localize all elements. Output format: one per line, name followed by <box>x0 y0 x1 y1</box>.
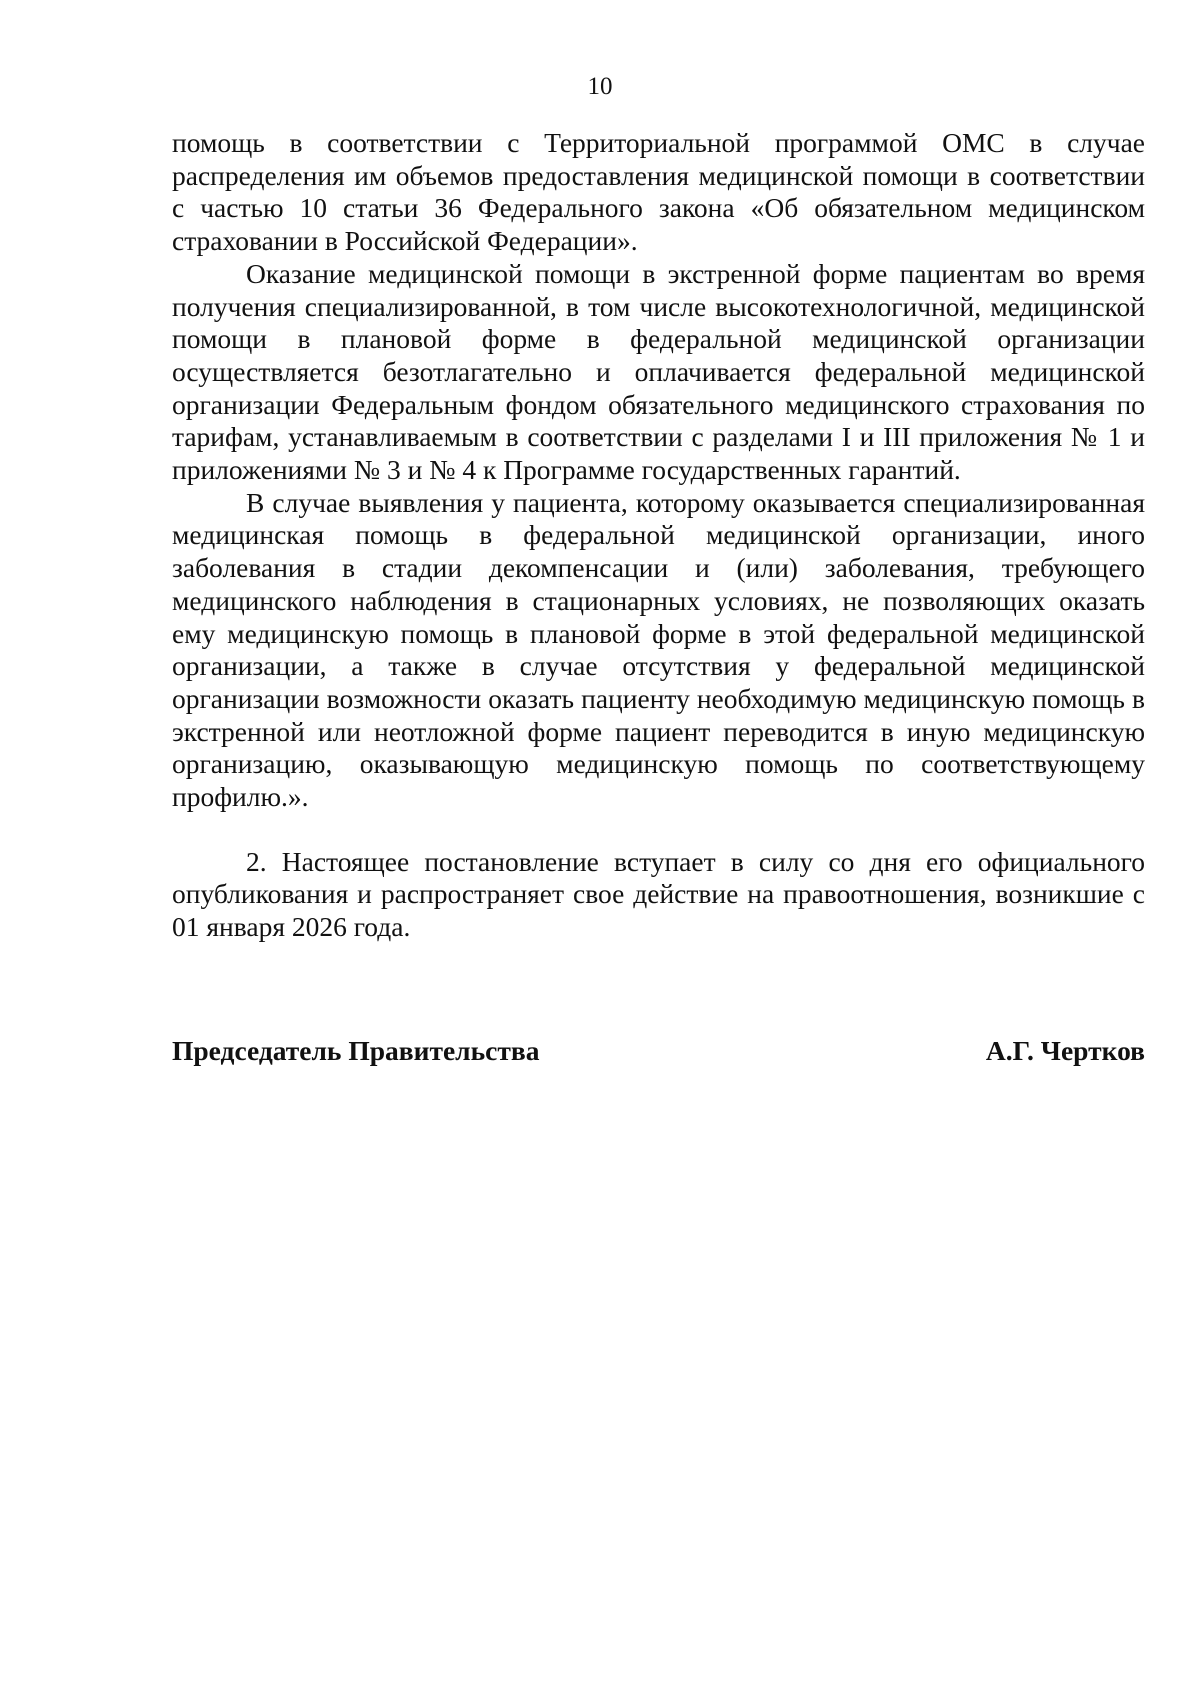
signatory-name: А.Г. Чертков <box>985 1035 1145 1066</box>
signatory-position: Председатель Правительства <box>172 1035 540 1066</box>
paragraph-entry-into-force: 2. Настоящее постановление вступает в силу со дня его официального опубликования и распространяет свое действие на правоотношения, возникшие с 01 января 2026 года. <box>172 845 1145 943</box>
paragraph-emergency-care: Оказание медицинской помощи в экстренной форме пациентам во время получения специализированной, в том числе высокотехнологичной, медицинской помощи в плановой форме в федеральной медицинской организации осуществляется безотлагательно и оплачивается федеральной медицинской организации Федеральным фондом обязательного медицинского страхования по тарифам, устанавливаемым в соответствии с разделами I и III приложения № 1 и приложениями № 3 и № 4 к Программе государственных гарантий. <box>172 257 1145 486</box>
page-number: 10 <box>587 73 613 100</box>
paragraph-continuation: помощь в соответствии с Территориальной программой ОМС в случае распределения им объемов предоставления медицинской помощи в соответствии с частью 10 статьи 36 Федерального закона «Об обязательном медицинском страховании в Российской Федерации». <box>172 127 1145 257</box>
paragraph-patient-transfer: В случае выявления у пациента, которому оказывается специализированная медицинская помощь в федеральной медицинской организации, иного заболевания в стадии декомпенсации и (или) заболевания, требующего медицинского наблюдения в стационарных условиях, не позволяющих оказать ему медицинскую помощь в плановой форме в этой федеральной медицинской организации, а также в случае отсутствия у федеральной медицинской организации возможности оказать пациенту необходимую медицинскую помощь в экстренной или неотложной форме пациент переводится в иную медицинскую организацию, оказывающую медицинскую помощь по соответствующему профилю.». <box>172 486 1145 813</box>
document-body <box>172 127 1145 944</box>
signature-block <box>172 1035 1145 1067</box>
